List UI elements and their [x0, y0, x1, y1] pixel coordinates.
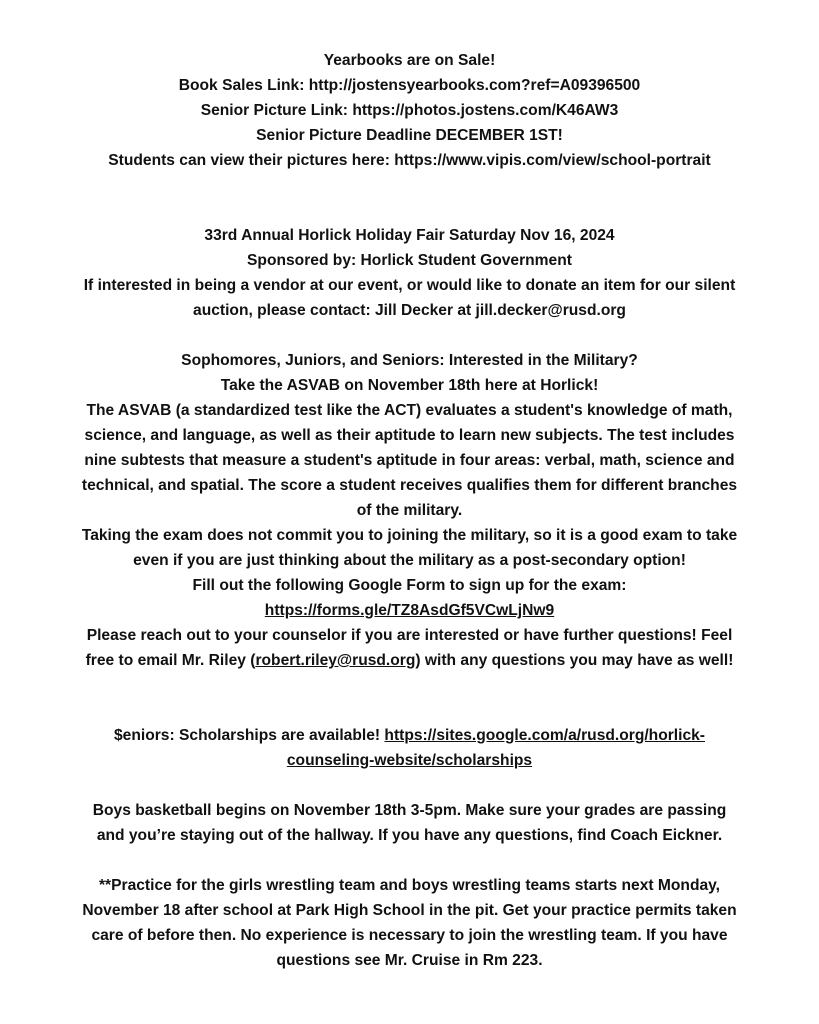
email-link[interactable]: robert.riley@rusd.org: [255, 652, 416, 669]
scholarships-link[interactable]: https://sites.google.com/a/rusd.org/horlick-: [384, 727, 705, 744]
wrestling-text: care of before then. No experience is necessary to join the wrestling team. If you have: [91, 927, 728, 944]
google-form-link[interactable]: https://forms.gle/TZ8AsdGf5VCwLjNw9: [264, 602, 555, 619]
asvab-text: even if you are just thinking about the military as a post-secondary option!: [133, 552, 686, 569]
announcements-document: [0, 48, 819, 973]
wrestling-text: November 18 after school at Park High School in the pit. Get your practice permits taken: [82, 902, 737, 919]
fair-text: If interested in being a vendor at our event, or would like to donate an item for our silent: [83, 277, 736, 294]
book-sales-link: Book Sales Link: http://jostensyearbooks.com?ref=A09396500: [178, 77, 641, 94]
asvab-text: The ASVAB (a standardized test like the ACT) evaluates a student's knowledge of math,: [86, 402, 733, 419]
basketball-section: [0, 798, 819, 848]
asvab-text: Please reach out to your counselor if you are interested or have further questions! Feel: [86, 627, 733, 644]
wrestling-text: **Practice for the girls wrestling team and boys wrestling teams starts next Monday,: [98, 877, 721, 894]
asvab-subheading: Take the ASVAB on November 18th here at Horlick!: [220, 377, 599, 394]
wrestling-section: [0, 873, 819, 973]
asvab-text: nine subtests that measure a student's aptitude in four areas: verbal, math, science and: [84, 452, 735, 469]
asvab-text: free to email Mr. Riley (: [85, 652, 256, 669]
senior-picture-deadline: Senior Picture Deadline DECEMBER 1ST!: [256, 127, 563, 144]
asvab-heading: Sophomores, Juniors, and Seniors: Interested in the Military?: [181, 352, 638, 369]
asvab-contact-line: [0, 648, 819, 673]
asvab-text: science, and language, as well as their aptitude to learn new subjects. The test includes: [84, 427, 735, 444]
holiday-fair-section: [0, 223, 819, 323]
asvab-text: Fill out the following Google Form to sign up for the exam:: [192, 577, 627, 594]
senior-picture-link: Senior Picture Link: https://photos.jostens.com/K46AW3: [200, 102, 619, 119]
scholarships-text: $eniors: Scholarships are available!: [114, 727, 385, 744]
asvab-section: [0, 348, 819, 673]
asvab-text: technical, and spatial. The score a student receives qualifies them for different branches: [81, 477, 738, 494]
wrestling-text: questions see Mr. Cruise in Rm 223.: [276, 952, 543, 969]
fair-text: auction, please contact: Jill Decker at jill.decker@rusd.org: [193, 302, 626, 319]
asvab-text: ) with any questions you may have as well!: [415, 652, 734, 669]
basketball-text: and you’re staying out of the hallway. If you have any questions, find Coach Eickner.: [96, 827, 723, 844]
fair-sponsor: Sponsored by: Horlick Student Government: [247, 252, 572, 269]
yearbook-section: [0, 48, 819, 173]
asvab-text: Taking the exam does not commit you to joining the military, so it is a good exam to take: [81, 527, 738, 544]
scholarships-link[interactable]: counseling-website/scholarships: [286, 752, 533, 769]
asvab-text: of the military.: [356, 502, 463, 519]
scholarships-section: [0, 723, 819, 773]
yearbook-heading: Yearbooks are on Sale!: [323, 52, 496, 69]
basketball-text: Boys basketball begins on November 18th 3-5pm. Make sure your grades are passing: [92, 802, 727, 819]
fair-heading: 33rd Annual Horlick Holiday Fair Saturday Nov 16, 2024: [204, 227, 615, 244]
view-pictures-link: Students can view their pictures here: https://www.vipis.com/view/school-portrait: [108, 152, 711, 169]
